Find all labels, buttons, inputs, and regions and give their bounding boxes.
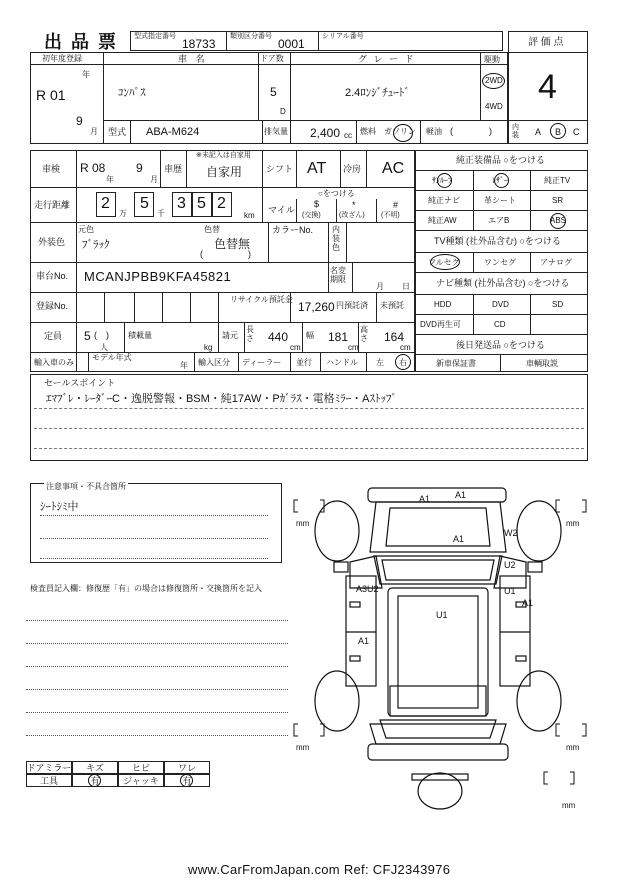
tv-analog: アナログ	[540, 258, 572, 267]
opt-airbag: エアB	[488, 216, 510, 225]
damage-mark-1: A1	[419, 494, 431, 504]
inspector-label: 検査員記入欄：修復歴「有」の場合は修復箇所・交換箇所を記入	[30, 584, 262, 593]
height-value: 164	[384, 330, 405, 344]
mm-front-right: mm	[566, 519, 580, 528]
model-no-label: 型式指定番号	[134, 33, 176, 40]
fuel-value: ガソリン	[384, 127, 416, 136]
tools-yes-circle	[88, 774, 101, 787]
interior-circle-mark	[550, 123, 566, 139]
import-dealer: ディーラー	[242, 358, 282, 367]
opt-tv: 純正TV	[544, 176, 571, 185]
options-header-equipment: 純正装備品 ○をつける	[456, 155, 545, 165]
damage-mark-10: A1	[522, 598, 534, 608]
mm-spare: mm	[562, 801, 576, 810]
inspection-month: 9	[136, 161, 143, 175]
sales-point-label: セールスポイント	[44, 378, 116, 388]
crack-label: ヒビ	[118, 761, 164, 774]
grade-label: グ レ ー ド	[358, 54, 416, 64]
model-no: 18733	[182, 37, 216, 51]
type-value: ABA-M624	[146, 126, 200, 138]
doors-label: ドア数	[260, 54, 284, 63]
opt-leather-seat: 革シート	[484, 196, 516, 205]
opt-abs: ABS	[550, 216, 567, 225]
footer-ref: www.CarFromJapan.com Ref: CFJ2343976	[188, 862, 451, 877]
cargo-label: 積載量	[128, 331, 152, 340]
interior-c: C	[573, 127, 580, 137]
grade-value: 2.4ﾛﾝｼﾞﾁｭｰﾄﾞ	[345, 87, 410, 99]
mileage-digit-1: 2	[101, 195, 110, 212]
opt-navi: 純正ナビ	[428, 196, 460, 205]
model-year-unit: 年	[180, 361, 188, 370]
crack2-label: ワレ	[164, 761, 210, 774]
history-label: 車歴	[164, 164, 183, 174]
rename-day: 日	[402, 282, 410, 291]
navi-cd: CD	[494, 320, 506, 329]
length-cm: cm	[290, 343, 301, 352]
jack-label: ジャッキ	[118, 774, 164, 787]
length-value: 440	[268, 330, 289, 344]
jack-yes: 有	[182, 776, 192, 786]
sheet-title: 出 品 票	[44, 32, 119, 52]
capacity-value: 5	[84, 329, 91, 343]
shift-value: AT	[307, 160, 327, 177]
opt-abs-circle	[550, 213, 566, 229]
change-color-label: 色替	[204, 225, 220, 234]
tv-fullseg-circle	[430, 254, 460, 270]
model-year-label: モデル年式	[92, 353, 132, 362]
cargo-kg: kg	[204, 343, 213, 352]
chassis-value: MCANJPBB9KFA45821	[84, 269, 232, 284]
options-header-navi: ナビ種類 (社外品含む) ○をつける	[436, 278, 570, 288]
year-unit: 年	[82, 70, 90, 79]
interior-b: B	[555, 127, 562, 137]
damage-mark-3: A1	[453, 534, 465, 544]
sales-point-text: ｴﾏﾌﾞﾚ・ﾚｰﾀﾞｰC・逸脱警報・BSM・純17AW・Pｶﾞﾗｽ・電格ﾐﾗｰ・Aｽﾄｯﾌﾟ	[46, 393, 397, 405]
opt-leather-circle	[494, 173, 509, 188]
options-header-tv: TV種類 (社外品含む) ○をつける	[434, 236, 561, 246]
sym-tamper-note: (改ざん)	[339, 212, 365, 219]
handle-circle-mark	[395, 354, 411, 370]
name-label: 車 名	[178, 54, 208, 64]
damage-mark-4: W2	[504, 528, 518, 538]
shift-label: シフト	[266, 164, 294, 174]
navi-dvd: DVD	[492, 300, 509, 309]
type-label: 型式	[108, 127, 127, 137]
recycle-unpaid: 未預託	[380, 301, 404, 310]
import-label: 輸入車のみ	[34, 358, 74, 367]
color-no-label: カラーNo.	[272, 225, 314, 235]
mileage-digit-4: 5	[197, 195, 206, 212]
damage-mark-6: A3U2	[356, 584, 379, 594]
navi-dvd-play: DVD再生可	[420, 320, 461, 329]
navi-sd: SD	[552, 300, 564, 309]
handle-right: 右	[399, 358, 407, 367]
recycle-value: 17,260	[298, 300, 335, 314]
diesel-label: 軽油	[426, 127, 442, 136]
opt-sunroof-circle	[437, 173, 452, 188]
height-cm: cm	[400, 343, 411, 352]
orig-color: ﾌﾞﾗｯｸ	[82, 239, 110, 251]
notes-box	[30, 483, 282, 563]
mileage-digit-3: 3	[177, 195, 186, 212]
change-color: 色替無	[214, 237, 251, 251]
damage-mark-8: A1	[358, 636, 370, 646]
change-paren: ( )	[200, 249, 251, 259]
tv-oneseg: ワンセグ	[484, 258, 516, 267]
width-value: 181	[328, 330, 349, 344]
first-reg-month: 9	[76, 114, 83, 128]
handle-label: ハンドル	[326, 358, 358, 367]
opt-aw: 純正AW	[428, 216, 457, 225]
cc-value: 2,400	[310, 126, 341, 140]
mirror-label: ドアミラー	[26, 763, 72, 773]
sym-unknown-note: (不明)	[381, 212, 400, 219]
first-reg-era: R 01	[36, 87, 66, 103]
jack-yes-circle	[180, 774, 193, 787]
recycle-label: リサイクル預託金	[230, 295, 293, 304]
drive-circle-mark	[482, 73, 505, 89]
inspection-label: 車検	[42, 164, 61, 174]
class-no-label: 類別区分番号	[230, 33, 272, 40]
fuel-label: 燃料	[360, 127, 376, 136]
mm-rear-left: mm	[296, 743, 310, 752]
height-label: 高さ	[360, 325, 368, 343]
mileage-digit-2: 5	[140, 195, 149, 212]
damage-mark-2: A1	[455, 490, 467, 500]
base-label: 請元	[222, 331, 238, 340]
car-name: ｺﾝﾊﾟｽ	[118, 87, 146, 99]
mm-rear-right: mm	[566, 743, 580, 752]
interior-color-label: 内装色	[332, 225, 340, 252]
mileage-man: 万	[119, 209, 127, 218]
navi-hdd: HDD	[434, 300, 452, 309]
orig-color-label: 元色	[78, 225, 94, 234]
import-parallel: 並行	[296, 358, 312, 367]
ac-value: AC	[382, 160, 405, 177]
interior-a: A	[535, 127, 542, 137]
doc-warranty: 新車保証書	[436, 359, 476, 368]
mileage-sen: 千	[157, 209, 165, 218]
tv-fullseg: フルセグ	[428, 258, 460, 267]
rename-month: 月	[376, 282, 384, 291]
registration-label: 登録No.	[36, 301, 69, 311]
opt-sunroof: ｻﾝﾙｰﾌ	[432, 176, 452, 185]
length-label: 長さ	[246, 325, 254, 343]
mile-label: マイル	[268, 205, 295, 215]
mileage-digit-5: 2	[217, 195, 226, 212]
ins-year-unit: 年	[106, 175, 114, 184]
first-reg-label: 初年度登録	[42, 54, 82, 63]
mileage-km: km	[244, 211, 255, 220]
door-type: D	[280, 107, 286, 116]
class-no: 0001	[278, 37, 305, 51]
diesel-paren: ( )	[450, 126, 492, 136]
doors-value: 5	[270, 85, 277, 99]
capacity-label: 定員	[44, 331, 63, 341]
damage-mark-9: U1	[504, 586, 516, 596]
tools-label: 工具	[26, 774, 72, 787]
color-label: 外装色	[38, 237, 66, 247]
width-label: 幅	[306, 331, 314, 340]
sym-exchange-note: (交換)	[302, 212, 321, 219]
drive-2wd: 2WD	[485, 76, 503, 85]
capacity-unit: 人	[100, 343, 108, 352]
mm-front-left: mm	[296, 519, 310, 528]
interior-label: 内装	[512, 124, 519, 139]
history-note: ※未記入は自家用	[196, 152, 251, 159]
fuel-circle-mark	[393, 124, 413, 142]
ins-month-unit: 月	[150, 175, 158, 184]
mileage-circle-note: ○をつける	[318, 189, 355, 198]
recycle-status: 円預託済	[336, 301, 368, 310]
notes-label: 注意事項・不具合箇所	[46, 482, 126, 491]
handle-left: 左	[376, 358, 384, 367]
month-unit: 月	[90, 127, 98, 136]
opt-sr: SR	[552, 196, 564, 205]
ac-label: 冷房	[343, 164, 362, 174]
inspection-value: R 08	[80, 161, 106, 175]
damage-mark-5: U2	[504, 560, 516, 570]
score-label: 評 価 点	[528, 37, 564, 48]
mileage-label: 走行距離	[34, 200, 71, 210]
opt-leather: ﾚｻﾞｰ	[492, 176, 508, 185]
sym-exchange: $	[314, 199, 320, 209]
sym-unknown: #	[393, 200, 399, 210]
sym-tamper: *	[352, 200, 356, 210]
capacity-paren: ( )	[94, 330, 109, 340]
notes-text: ｼｰﾄｼﾐ中	[40, 501, 79, 513]
doc-manual: 車輌取説	[526, 359, 558, 368]
import-type-label: 輸入区分	[198, 358, 230, 367]
damage-mark-7: U1	[436, 610, 448, 620]
score-value: 4	[538, 68, 557, 106]
car-diagram	[290, 476, 590, 816]
rename-label: 名変期限	[330, 266, 346, 285]
options-header-docs: 後日発送品 ○をつける	[456, 340, 545, 350]
scratch-label: キズ	[72, 761, 118, 774]
serial-label: シリアル番号	[322, 33, 364, 40]
history-value: 自家用	[206, 165, 243, 179]
chassis-label: 車台No.	[36, 271, 69, 281]
cc-unit: cc	[344, 131, 352, 140]
drive-4wd: 4WD	[485, 102, 503, 111]
width-cm: cm	[348, 343, 359, 352]
tools-yes: 有	[90, 776, 100, 786]
drive-label: 駆動	[484, 55, 500, 64]
cc-label: 排気量	[264, 127, 288, 136]
